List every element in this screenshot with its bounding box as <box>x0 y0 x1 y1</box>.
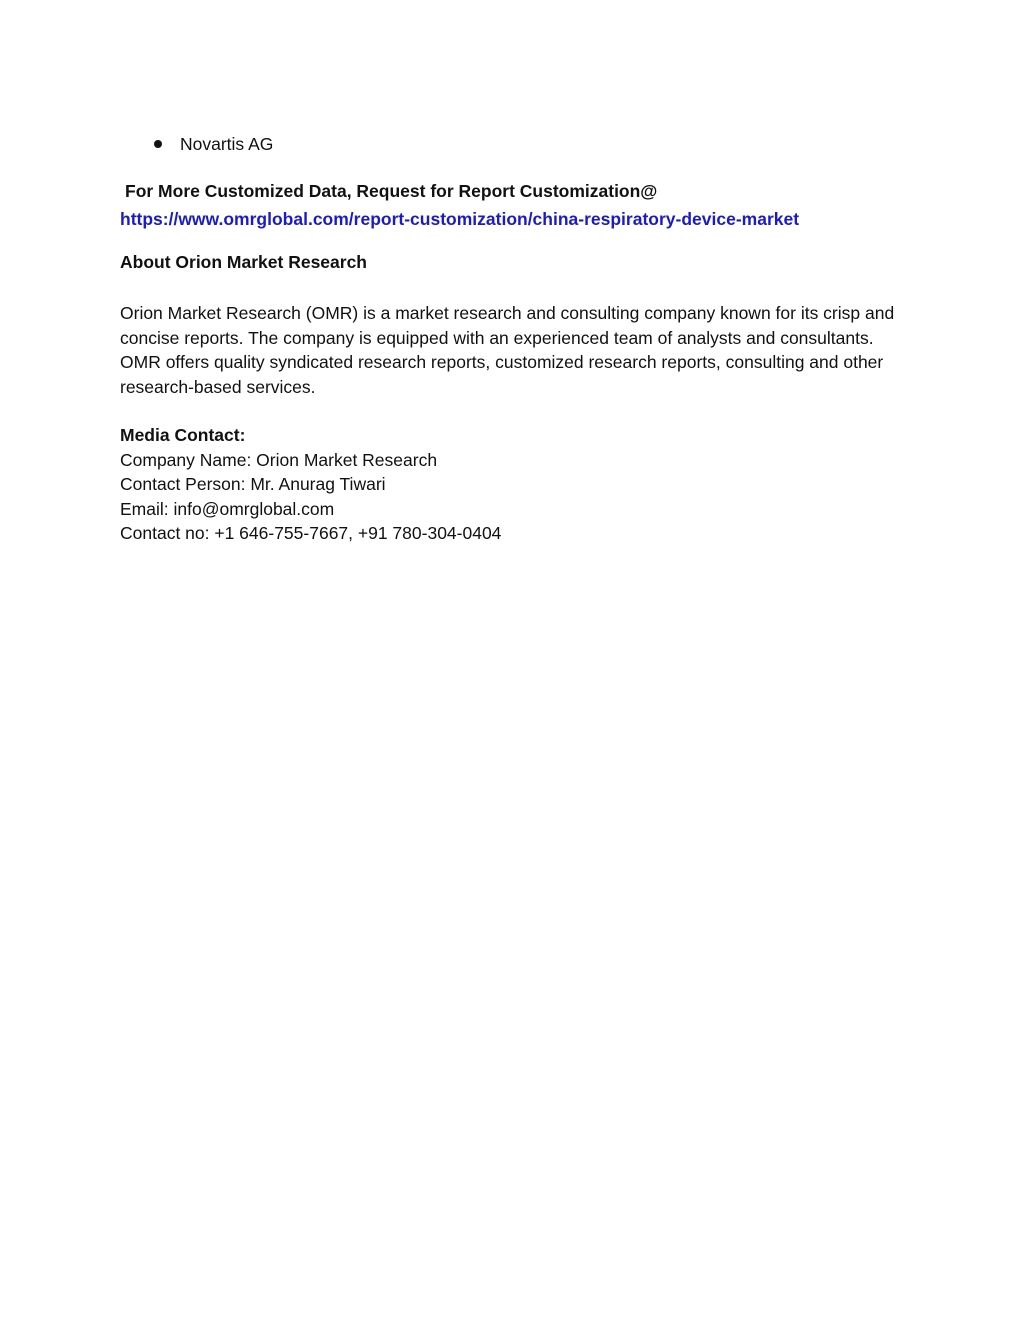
document-content <box>120 131 910 546</box>
customization-heading: For More Customized Data, Request for Report Customization@ <box>125 181 658 201</box>
list-item <box>120 131 910 157</box>
about-paragraph: Orion Market Research (OMR) is a market research and consulting company known for its crisp and concise reports. The company is equipped with an experienced team of analysts and consultants. OMR offers quality syndicated research reports, customized research reports, consulting and other research-based services. <box>120 303 895 397</box>
contact-phone: Contact no: +1 646-755-7667, +91 780-304-0404 <box>120 523 502 543</box>
about-heading: About Orion Market Research <box>120 252 367 272</box>
contact-email: Email: info@omrglobal.com <box>120 498 335 519</box>
media-contact-heading: Media Contact: <box>120 425 246 445</box>
contact-person: Contact Person: Mr. Anurag Tiwari <box>120 474 386 494</box>
bullet-text: Novartis AG <box>180 134 274 154</box>
contact-company: Company Name: Orion Market Research <box>120 449 438 470</box>
company-bullet-list <box>120 131 910 157</box>
customization-link[interactable]: https://www.omrglobal.com/report-customization/china-respiratory-device-market <box>120 209 800 229</box>
bullet-icon <box>154 140 162 148</box>
